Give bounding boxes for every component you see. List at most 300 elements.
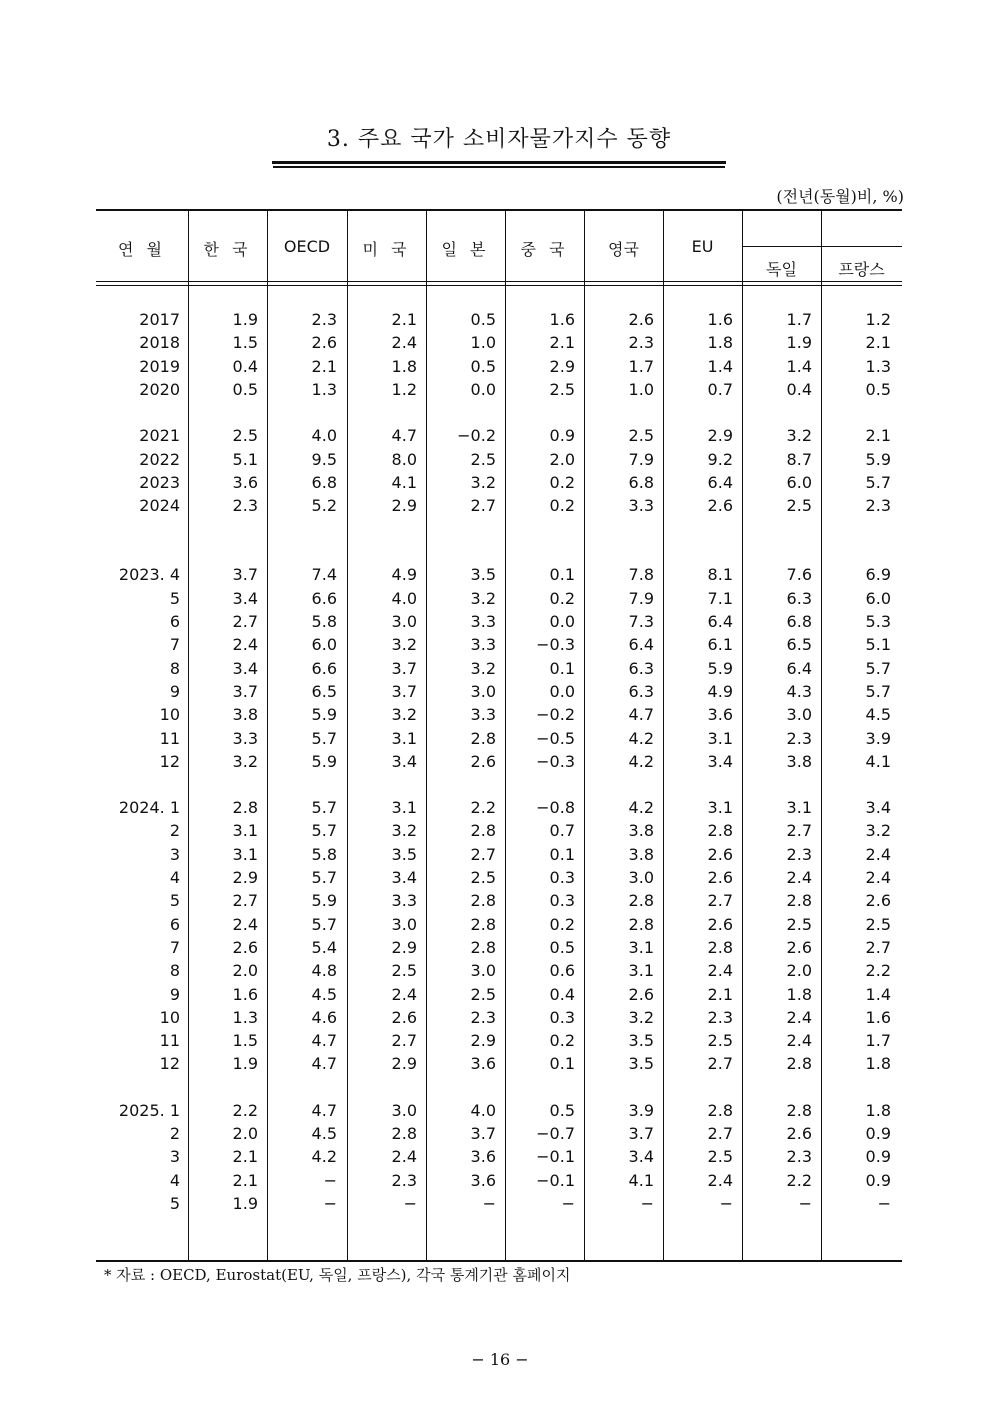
cell-value: 4.2	[311, 1147, 337, 1167]
table-row	[96, 705, 902, 727]
cell-value: 2.4	[786, 868, 812, 887]
cell-value: 4.5	[311, 1124, 337, 1143]
cell-value: 6.4	[628, 635, 654, 655]
cell-value: 0.9	[865, 1124, 891, 1143]
cell-value: 3.2	[628, 1007, 654, 1027]
cell-value: −0.2	[457, 426, 496, 446]
table-row	[96, 729, 902, 751]
cell-value: 2.6	[707, 844, 733, 864]
cell-value: 5.3	[865, 612, 891, 631]
row-period: 2018	[139, 333, 180, 353]
cell-value: 2.7	[391, 1031, 417, 1051]
cell-value: 2.6	[470, 751, 496, 771]
cell-value: 8.7	[786, 449, 812, 469]
table-row	[96, 868, 902, 890]
cell-value: 4.2	[628, 728, 654, 748]
cell-value: 3.3	[628, 496, 654, 516]
row-period: 3	[169, 1147, 180, 1167]
cell-value: 2.6	[232, 937, 258, 957]
table-row	[96, 357, 902, 379]
table-row	[96, 589, 902, 611]
cell-value: 0.7	[707, 379, 733, 399]
table-row	[96, 1008, 902, 1030]
cell-value: 2.3	[707, 1007, 733, 1027]
page-number: − 16 −	[471, 1350, 529, 1369]
cell-value: 3.5	[391, 844, 417, 864]
cell-value: 3.8	[232, 705, 258, 725]
cell-value: 2.8	[391, 1124, 417, 1143]
cell-value: 3.3	[232, 728, 258, 748]
cell-value: 1.9	[232, 1054, 258, 1074]
cell-value: 1.6	[707, 310, 733, 329]
cell-value: 2.2	[786, 1170, 812, 1190]
cell-value: 2.5	[786, 914, 812, 934]
cell-value: 3.6	[470, 1054, 496, 1074]
cell-value: 2.4	[786, 1007, 812, 1027]
cell-value: 3.1	[391, 798, 417, 818]
cell-value: 5.7	[865, 658, 891, 678]
cell-value: 5.9	[707, 658, 733, 678]
cell-value: 7.9	[628, 588, 654, 608]
cell-value: 2.6	[707, 914, 733, 934]
cell-value: 2.2	[865, 961, 891, 981]
cell-value: 8.1	[707, 565, 733, 585]
cell-value: 3.7	[232, 681, 258, 701]
cell-value: 3.1	[628, 937, 654, 957]
cell-value: 2.1	[232, 1170, 258, 1190]
header-france: 프랑스	[838, 260, 885, 279]
cell-value: 4.1	[865, 751, 891, 771]
table-row	[96, 565, 902, 587]
cell-value: 4.7	[628, 705, 654, 725]
table-row	[96, 682, 902, 704]
cell-value: 6.6	[311, 658, 337, 678]
cell-value: 2.9	[549, 356, 575, 376]
cell-value: 2.3	[786, 1147, 812, 1167]
cell-value: 0.5	[549, 937, 575, 957]
cell-value: 2.8	[628, 914, 654, 934]
cell-value: 2.8	[232, 798, 258, 818]
cell-value: 0.4	[232, 356, 258, 376]
cell-value: −0.5	[536, 728, 575, 748]
cell-value: 4.5	[311, 984, 337, 1004]
row-period: 12	[159, 751, 180, 771]
cell-value: 2.8	[786, 1100, 812, 1120]
row-period: 4	[169, 868, 180, 887]
cell-value: 6.4	[707, 612, 733, 631]
row-period: 2019	[139, 356, 180, 376]
cell-value: 6.8	[311, 472, 337, 492]
row-period: 6	[169, 612, 180, 631]
cell-value: 6.5	[311, 681, 337, 701]
cell-value: 2.9	[391, 937, 417, 957]
table-row	[96, 1147, 902, 1169]
cell-value: 2.5	[549, 379, 575, 399]
row-period: 2025. 1	[118, 1100, 180, 1120]
cell-value: 5.4	[311, 937, 337, 957]
cell-value: 0.3	[549, 891, 575, 911]
cell-value: 0.1	[549, 658, 575, 678]
cell-value: 6.8	[786, 612, 812, 631]
row-period: 5	[169, 1193, 180, 1213]
cell-value: 2.4	[391, 1147, 417, 1167]
table-row	[96, 798, 902, 820]
cell-value: 2.1	[232, 1147, 258, 1167]
cell-value: 2.3	[628, 333, 654, 353]
cell-value: 3.7	[391, 658, 417, 678]
cell-value: 7.8	[628, 565, 654, 585]
cell-value: 5.7	[311, 914, 337, 934]
row-period: 2024	[139, 496, 180, 516]
cell-value: 3.3	[470, 705, 496, 725]
cell-value: 2.9	[707, 426, 733, 446]
cell-value: 2.5	[707, 1147, 733, 1167]
cell-value: 3.5	[628, 1031, 654, 1051]
cell-value: 2.9	[232, 868, 258, 887]
cell-value: 3.7	[470, 1124, 496, 1143]
cell-value: 7.3	[628, 612, 654, 631]
cell-value: 6.9	[865, 565, 891, 585]
cell-value: 1.3	[865, 356, 891, 376]
cell-value: 5.7	[311, 868, 337, 887]
table-row	[96, 938, 902, 960]
row-period: 11	[159, 1031, 180, 1051]
cell-value: 3.4	[707, 751, 733, 771]
cell-value: 4.3	[786, 681, 812, 701]
cell-value: 3.7	[391, 681, 417, 701]
cell-value: −	[798, 1193, 812, 1213]
cell-value: 1.8	[391, 356, 417, 376]
header-oecd: OECD	[283, 237, 331, 256]
cell-value: 3.6	[470, 1170, 496, 1190]
cell-value: 5.1	[865, 635, 891, 655]
table-row	[96, 891, 902, 913]
row-period: 2024. 1	[118, 798, 180, 818]
cell-value: 1.6	[865, 1007, 891, 1027]
table-row	[96, 635, 902, 657]
cell-value: 3.0	[786, 705, 812, 725]
cell-value: 2.3	[786, 844, 812, 864]
cell-value: 0.5	[549, 1100, 575, 1120]
cell-value: 7.4	[311, 565, 337, 585]
table-row	[96, 961, 902, 983]
cell-value: 0.1	[549, 1054, 575, 1074]
cell-value: 0.1	[549, 844, 575, 864]
cell-value: 4.7	[391, 426, 417, 446]
cell-value: 5.8	[311, 612, 337, 631]
cell-value: 0.5	[470, 356, 496, 376]
cell-value: 5.1	[232, 449, 258, 469]
cell-value: 2.3	[311, 310, 337, 329]
cell-value: 3.2	[391, 635, 417, 655]
cell-value: −0.1	[536, 1170, 575, 1190]
cell-value: 2.4	[232, 914, 258, 934]
row-period: 8	[169, 658, 180, 678]
cell-value: 1.9	[232, 1193, 258, 1213]
header-eu: EU	[691, 237, 714, 256]
cell-value: 4.5	[865, 705, 891, 725]
cell-value: 1.8	[865, 1100, 891, 1120]
cell-value: 1.7	[865, 1031, 891, 1051]
table-row	[96, 612, 902, 634]
row-period: 2	[169, 821, 180, 841]
cell-value: 3.1	[707, 798, 733, 818]
cell-value: 3.2	[391, 821, 417, 841]
cell-value: 1.4	[786, 356, 812, 376]
cell-value: −0.7	[536, 1124, 575, 1143]
cell-value: 3.6	[232, 472, 258, 492]
cell-value: 2.3	[470, 1007, 496, 1027]
cell-value: 2.6	[628, 310, 654, 329]
cell-value: 0.3	[549, 868, 575, 887]
cell-value: 2.5	[391, 961, 417, 981]
cell-value: 6.0	[311, 635, 337, 655]
cell-value: 2.8	[707, 821, 733, 841]
cell-value: −0.3	[536, 751, 575, 771]
cell-value: 2.1	[391, 310, 417, 329]
cell-value: 2.7	[786, 821, 812, 841]
cell-value: 3.2	[470, 472, 496, 492]
cell-value: 7.9	[628, 449, 654, 469]
cell-value: 4.8	[311, 961, 337, 981]
cell-value: 6.4	[786, 658, 812, 678]
cell-value: 3.4	[628, 1147, 654, 1167]
cell-value: 3.0	[628, 868, 654, 887]
cell-value: 4.0	[470, 1100, 496, 1120]
row-period: 10	[159, 1007, 180, 1027]
cell-value: 2.0	[232, 1124, 258, 1143]
cell-value: 2.4	[232, 635, 258, 655]
table-row	[96, 845, 902, 867]
cell-value: 2.6	[707, 496, 733, 516]
cell-value: 2.2	[470, 798, 496, 818]
cell-value: 3.4	[391, 868, 417, 887]
cell-value: 9.5	[311, 449, 337, 469]
row-period: 2023	[139, 472, 180, 492]
cell-value: 1.6	[232, 984, 258, 1004]
cell-value: 3.6	[707, 705, 733, 725]
cell-value: 0.9	[865, 1147, 891, 1167]
cell-value: 6.3	[786, 588, 812, 608]
cell-value: 3.9	[865, 728, 891, 748]
cell-value: 2.3	[865, 496, 891, 516]
table-row	[96, 821, 902, 843]
cell-value: 3.8	[628, 821, 654, 841]
cell-value: 1.9	[786, 333, 812, 353]
row-period: 12	[159, 1054, 180, 1074]
cell-value: 5.7	[311, 821, 337, 841]
cell-value: 6.3	[628, 681, 654, 701]
header-germany: 독일	[766, 260, 797, 279]
table-row	[96, 1054, 902, 1076]
cell-value: 4.9	[707, 681, 733, 701]
cell-value: 2.9	[391, 496, 417, 516]
cell-value: 2.8	[628, 891, 654, 911]
cell-value: −0.1	[536, 1147, 575, 1167]
cell-value: 5.9	[311, 891, 337, 911]
cell-value: 0.0	[470, 379, 496, 399]
row-period: 3	[169, 844, 180, 864]
cell-value: 0.5	[232, 379, 258, 399]
cell-value: 2.0	[786, 961, 812, 981]
cell-value: 3.1	[786, 798, 812, 818]
page-title-wrap	[272, 122, 726, 164]
cell-value: 0.2	[549, 472, 575, 492]
cell-value: 2.7	[232, 612, 258, 631]
header-china: 중 국	[520, 240, 569, 259]
cell-value: 3.4	[232, 658, 258, 678]
cell-value: 3.0	[391, 612, 417, 631]
table-bottom-rule	[96, 1260, 902, 1262]
cell-value: −	[323, 1193, 337, 1213]
cell-value: 4.1	[628, 1170, 654, 1190]
table-row	[96, 659, 902, 681]
cell-value: 2.6	[707, 868, 733, 887]
cell-value: 2.8	[786, 1054, 812, 1074]
cell-value: 0.9	[865, 1170, 891, 1190]
cell-value: 0.0	[549, 612, 575, 631]
eu-subheader-rule	[742, 246, 902, 247]
cell-value: 3.9	[628, 1100, 654, 1120]
cell-value: 3.4	[232, 588, 258, 608]
cell-value: 2.7	[707, 891, 733, 911]
cell-value: 2.8	[786, 891, 812, 911]
cell-value: 2.7	[470, 844, 496, 864]
cell-value: 8.0	[391, 449, 417, 469]
cell-value: 5.9	[311, 705, 337, 725]
table-row	[96, 1101, 902, 1123]
cell-value: 3.0	[391, 914, 417, 934]
cell-value: −	[719, 1193, 733, 1213]
row-period: 10	[159, 705, 180, 725]
cell-value: 1.7	[786, 310, 812, 329]
cell-value: −0.8	[536, 798, 575, 818]
cell-value: 2.1	[707, 984, 733, 1004]
cell-value: 5.7	[311, 728, 337, 748]
cell-value: 3.0	[470, 681, 496, 701]
table-row	[96, 915, 902, 937]
cell-value: 2.6	[391, 1007, 417, 1027]
cell-value: 5.7	[865, 472, 891, 492]
cell-value: 3.4	[865, 798, 891, 818]
cell-value: 2.1	[865, 333, 891, 353]
cell-value: 4.6	[311, 1007, 337, 1027]
cell-value: 3.5	[628, 1054, 654, 1074]
row-period: 7	[169, 937, 180, 957]
unit-note: (전년(동월)비, %)	[776, 187, 904, 206]
cell-value: 1.2	[391, 379, 417, 399]
row-period: 9	[169, 681, 180, 701]
cell-value: 2.8	[470, 821, 496, 841]
header-uk: 영국	[608, 240, 639, 259]
cell-value: 3.3	[391, 891, 417, 911]
table-row	[96, 1194, 902, 1216]
header-rule-1	[96, 281, 902, 282]
cell-value: 9.2	[707, 449, 733, 469]
source-note: * 자료 : OECD, Eurostat(EU, 독일, 프랑스), 각국 통계기관 홈페이지	[104, 1266, 571, 1284]
cell-value: 3.2	[865, 821, 891, 841]
cell-value: 2.5	[470, 449, 496, 469]
cell-value: 3.2	[391, 705, 417, 725]
cell-value: 2.5	[865, 914, 891, 934]
cell-value: 3.1	[628, 961, 654, 981]
cell-value: 4.1	[391, 472, 417, 492]
header-usa: 미 국	[362, 240, 411, 259]
cell-value: 2.8	[470, 914, 496, 934]
cell-value: 1.9	[232, 310, 258, 329]
cell-value: 5.2	[311, 496, 337, 516]
cell-value: 0.0	[549, 681, 575, 701]
cell-value: 2.5	[707, 1031, 733, 1051]
cell-value: 0.5	[865, 379, 891, 399]
cpi-table	[96, 209, 902, 1262]
cell-value: 3.2	[786, 426, 812, 446]
cell-value: 0.2	[549, 914, 575, 934]
cell-value: 7.6	[786, 565, 812, 585]
row-period: 2020	[139, 379, 180, 399]
cell-value: 1.7	[628, 356, 654, 376]
row-period: 2023. 4	[118, 565, 180, 585]
cell-value: 2.4	[707, 961, 733, 981]
cell-value: 3.0	[470, 961, 496, 981]
cell-value: 4.7	[311, 1054, 337, 1074]
cell-value: 5.9	[311, 751, 337, 771]
cell-value: 0.1	[549, 565, 575, 585]
cell-value: 2.7	[865, 937, 891, 957]
cell-value: 1.4	[865, 984, 891, 1004]
row-period: 2022	[139, 449, 180, 469]
cell-value: 1.0	[628, 379, 654, 399]
cell-value: 0.5	[470, 310, 496, 329]
row-period: 2017	[139, 310, 180, 329]
cell-value: 3.2	[232, 751, 258, 771]
cell-value: 4.9	[391, 565, 417, 585]
cell-value: −	[877, 1193, 891, 1213]
row-period: 5	[169, 588, 180, 608]
cell-value: 3.7	[232, 565, 258, 585]
table-row	[96, 426, 902, 448]
cell-value: 6.0	[865, 588, 891, 608]
table-row	[96, 752, 902, 774]
table-row	[96, 985, 902, 1007]
table-row	[96, 496, 902, 518]
cell-value: 1.0	[470, 333, 496, 353]
row-period: 7	[169, 635, 180, 655]
cell-value: 2.4	[786, 1031, 812, 1051]
cell-value: 2.4	[391, 333, 417, 353]
cell-value: 0.2	[549, 496, 575, 516]
table-row	[96, 1124, 902, 1146]
cell-value: 3.3	[470, 612, 496, 631]
cell-value: 1.8	[786, 984, 812, 1004]
cell-value: −0.2	[536, 705, 575, 725]
cell-value: 2.3	[786, 728, 812, 748]
cell-value: 2.4	[865, 844, 891, 864]
cell-value: 2.4	[391, 984, 417, 1004]
cell-value: 1.6	[549, 310, 575, 329]
header-korea: 한 국	[203, 240, 252, 259]
cell-value: 2.5	[628, 426, 654, 446]
cell-value: 2.5	[470, 984, 496, 1004]
cell-value: 3.1	[391, 728, 417, 748]
cell-value: 3.3	[470, 635, 496, 655]
header-japan: 일 본	[441, 240, 490, 259]
cell-value: 4.2	[628, 751, 654, 771]
row-period: 8	[169, 961, 180, 981]
cell-value: 0.2	[549, 1031, 575, 1051]
cell-value: 7.1	[707, 588, 733, 608]
cell-value: 4.7	[311, 1100, 337, 1120]
